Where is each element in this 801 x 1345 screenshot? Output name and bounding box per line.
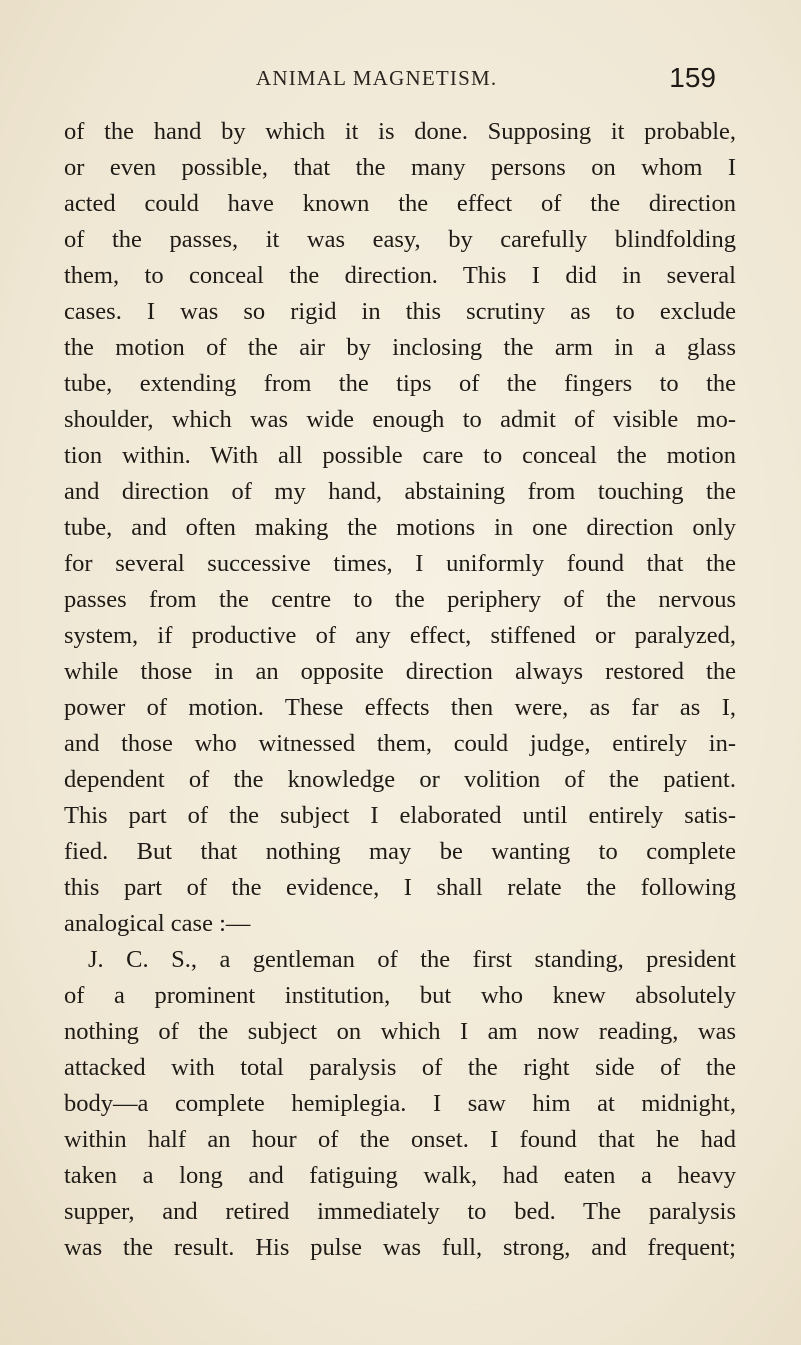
text-line: tube, extending from the tips of the fingers to the <box>64 370 736 397</box>
text-line: dependent of the knowledge or volition of the patient. <box>64 766 736 793</box>
text-line: J. C. S., a gentleman of the first standing, president <box>88 946 736 973</box>
text-line: them, to conceal the direction. This I did in several <box>64 262 736 289</box>
text-line: tion within. With all possible care to conceal the motion <box>64 442 736 469</box>
text-line: or even possible, that the many persons on whom I <box>64 154 736 181</box>
text-line: fied. But that nothing may be wanting to complete <box>64 838 736 865</box>
text-line: supper, and retired immediately to bed. The paralysis <box>64 1198 736 1225</box>
text-line: attacked with total paralysis of the right side of the <box>64 1054 736 1081</box>
text-line: of the passes, it was easy, by carefully blindfolding <box>64 226 736 253</box>
text-line: passes from the centre to the periphery of the nervous <box>64 586 736 613</box>
body-text <box>64 114 736 1266</box>
text-line: tube, and often making the motions in one direction only <box>64 514 736 541</box>
text-line: system, if productive of any effect, stiffened or paralyzed, <box>64 622 736 649</box>
text-line: This part of the subject I elaborated until entirely satis- <box>64 802 736 829</box>
text-line: taken a long and fatiguing walk, had eaten a heavy <box>64 1162 736 1189</box>
text-line: and direction of my hand, abstaining from touching the <box>64 478 736 505</box>
text-line: for several successive times, I uniformly found that the <box>64 550 736 577</box>
text-line: body—a complete hemiplegia. I saw him at midnight, <box>64 1090 736 1117</box>
text-line: power of motion. These effects then were, as far as I, <box>64 694 736 721</box>
text-line: and those who witnessed them, could judge, entirely in- <box>64 730 736 757</box>
text-line: this part of the evidence, I shall relate the following <box>64 874 736 901</box>
text-line: was the result. His pulse was full, strong, and frequent; <box>64 1234 736 1261</box>
text-line: shoulder, which was wide enough to admit of visible mo- <box>64 406 736 433</box>
text-line: of the hand by which it is done. Supposing it probable, <box>64 118 736 145</box>
text-line: nothing of the subject on which I am now reading, was <box>64 1018 736 1045</box>
page-header <box>256 62 716 96</box>
page-number: 159 <box>669 62 716 93</box>
text-line: acted could have known the effect of the direction <box>64 190 736 217</box>
text-line: the motion of the air by inclosing the arm in a glass <box>64 334 736 361</box>
text-line: while those in an opposite direction always restored the <box>64 658 736 685</box>
text-line: of a prominent institution, but who knew absolutely <box>64 982 736 1009</box>
text-line: cases. I was so rigid in this scrutiny as to exclude <box>64 298 736 325</box>
text-line: within half an hour of the onset. I found that he had <box>64 1126 736 1153</box>
running-title: ANIMAL MAGNETISM. <box>256 66 498 90</box>
text-line: analogical case :— <box>64 910 251 937</box>
